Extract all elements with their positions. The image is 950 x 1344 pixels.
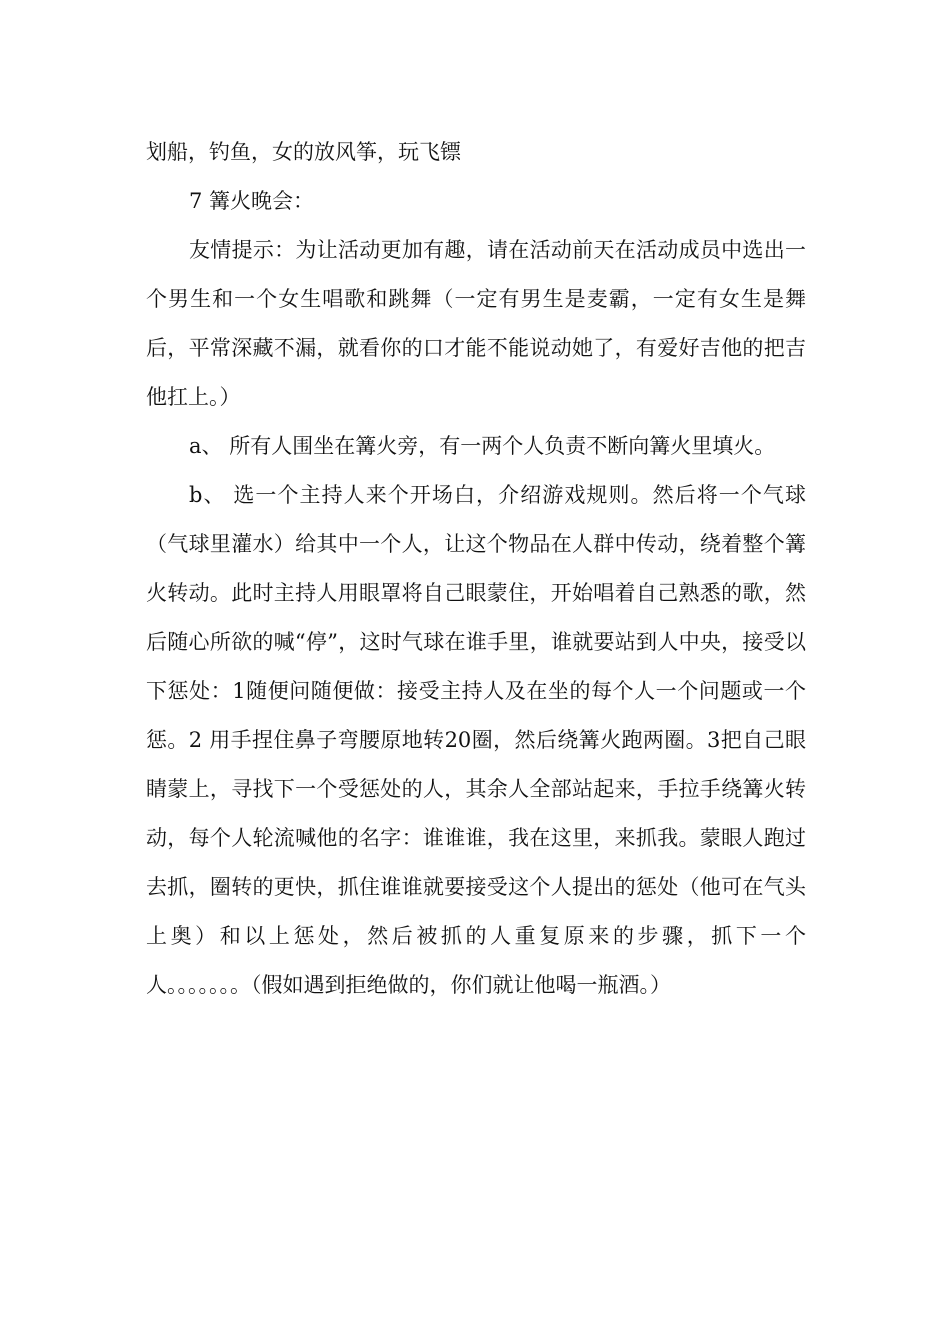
document-body <box>146 128 806 1010</box>
paragraph-item-b: b、 选一个主持人来个开场白，介绍游戏规则。然后将一个气球（气球里灌水）给其中一个人，让这个物品在人群中传动，绕着整个篝火转动。此时主持人用眼罩将自己眼蒙住，开始唱着自己熟悉的歌，然后随心所欲的喊“停”，这时气球在谁手里，谁就要站到人中央，接受以下惩处：1随便问随便做：接受主持人及在坐的每个人一个问题或一个惩。2 用手捏住鼻子弯腰原地转20圈，然后绕篝火跑两圈。3把自己眼睛蒙上，寻找下一个受惩处的人，其余人全部站起来，手拉手绕篝火转动，每个人轮流喊他的名字：谁谁谁，我在这里，来抓我。蒙眼人跑过去抓，圈转的更快，抓住谁谁就要接受这个人提出的惩处（他可在气头上奥）和以上惩处，然后被抓的人重复原来的步骤，抓下一个人。。。。。。。（假如遇到拒绝做的，你们就让他喝一瓶酒。） <box>146 483 806 997</box>
paragraph-item-a: a、 所有人围坐在篝火旁，有一两个人负责不断向篝火里填火。 <box>189 434 776 458</box>
paragraph-activities: 划船，钓鱼，女的放风筝，玩飞镖 <box>146 140 461 164</box>
section-heading-bonfire-party: 7 篝火晚会： <box>189 189 315 213</box>
paragraph-friendly-tip: 友情提示：为让活动更加有趣，请在活动前天在活动成员中选出一个男生和一个女生唱歌和跳舞（一定有男生是麦霸，一定有女生是舞后，平常深藏不漏，就看你的口才能不能说动她了，有爱好吉他的把吉他扛上。） <box>146 238 806 409</box>
